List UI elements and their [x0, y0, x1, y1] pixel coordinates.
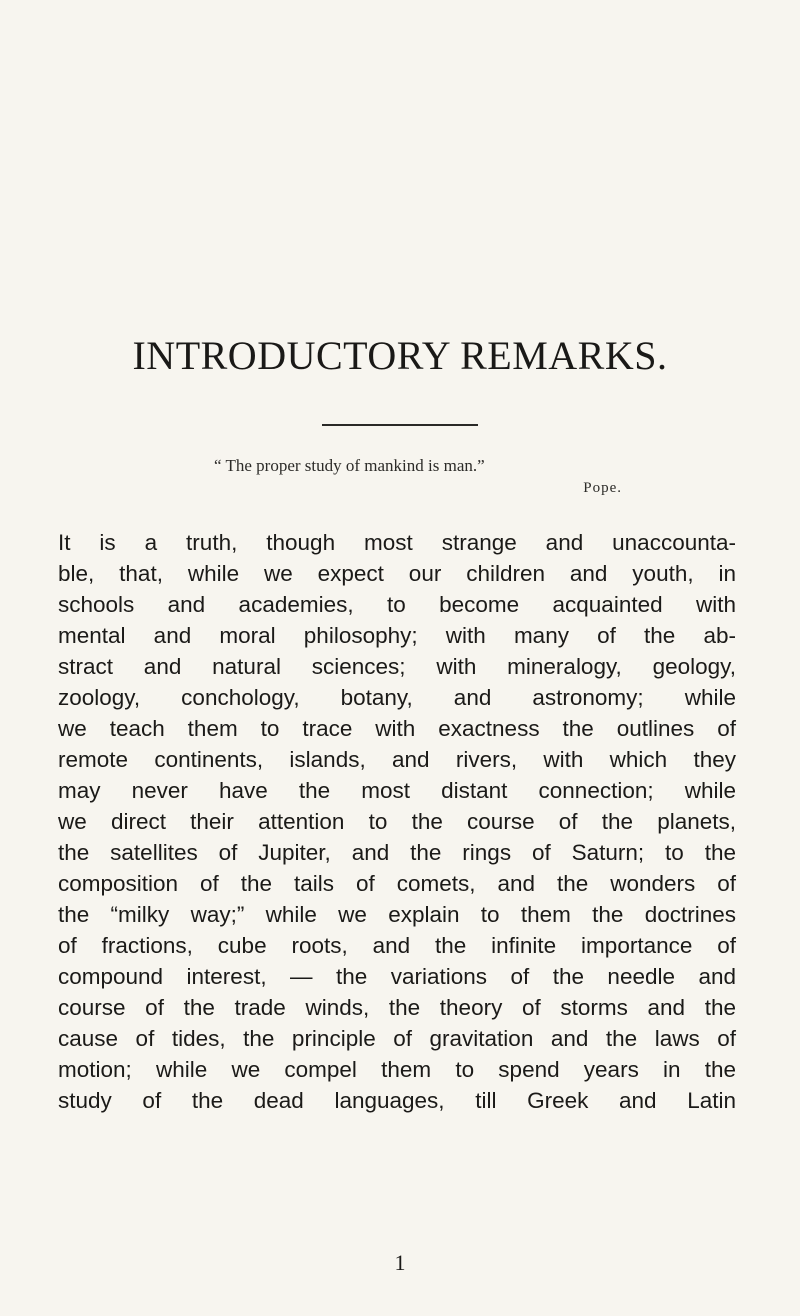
body-line: remote continents, islands, and rivers, with which they — [58, 747, 736, 772]
body-line: compound interest, — the variations of the needle and — [58, 964, 736, 989]
epigraph-attribution: Pope. — [583, 480, 622, 496]
body-line: motion; while we compel them to spend years in the — [58, 1057, 736, 1082]
body-line: mental and moral philosophy; with many of the ab- — [58, 623, 736, 648]
body-line: It is a truth, though most strange and unaccounta- — [58, 530, 736, 555]
body-line: we direct their attention to the course of the planets, — [58, 809, 736, 834]
body-line: the “milky way;” while we explain to them the doctrines — [58, 902, 736, 927]
epigraph: “ The proper study of mankind is man.” — [214, 456, 485, 475]
body-line: we teach them to trace with exactness the outlines of — [58, 716, 736, 741]
body-line: cause of tides, the principle of gravitation and the laws of — [58, 1026, 736, 1051]
body-line: ble, that, while we expect our children and youth, in — [58, 561, 736, 586]
body-paragraph — [58, 527, 736, 1116]
body-line: zoology, conchology, botany, and astronomy; while — [58, 685, 736, 710]
body-line: composition of the tails of comets, and the wonders of — [58, 871, 736, 896]
body-line: stract and natural sciences; with mineralogy, geology, — [58, 654, 736, 679]
page-number: 1 — [394, 1250, 406, 1275]
body-line: schools and academies, to become acquainted with — [58, 592, 736, 617]
body-line: the satellites of Jupiter, and the rings of Saturn; to the — [58, 840, 736, 865]
chapter-title: INTRODUCTORY REMARKS. — [132, 333, 668, 378]
body-line: may never have the most distant connection; while — [58, 778, 736, 803]
body-line: study of the dead languages, till Greek and Latin — [58, 1088, 736, 1113]
title-rule — [322, 424, 478, 426]
body-line: course of the trade winds, the theory of storms and the — [58, 995, 736, 1020]
body-line: of fractions, cube roots, and the infinite importance of — [58, 933, 736, 958]
